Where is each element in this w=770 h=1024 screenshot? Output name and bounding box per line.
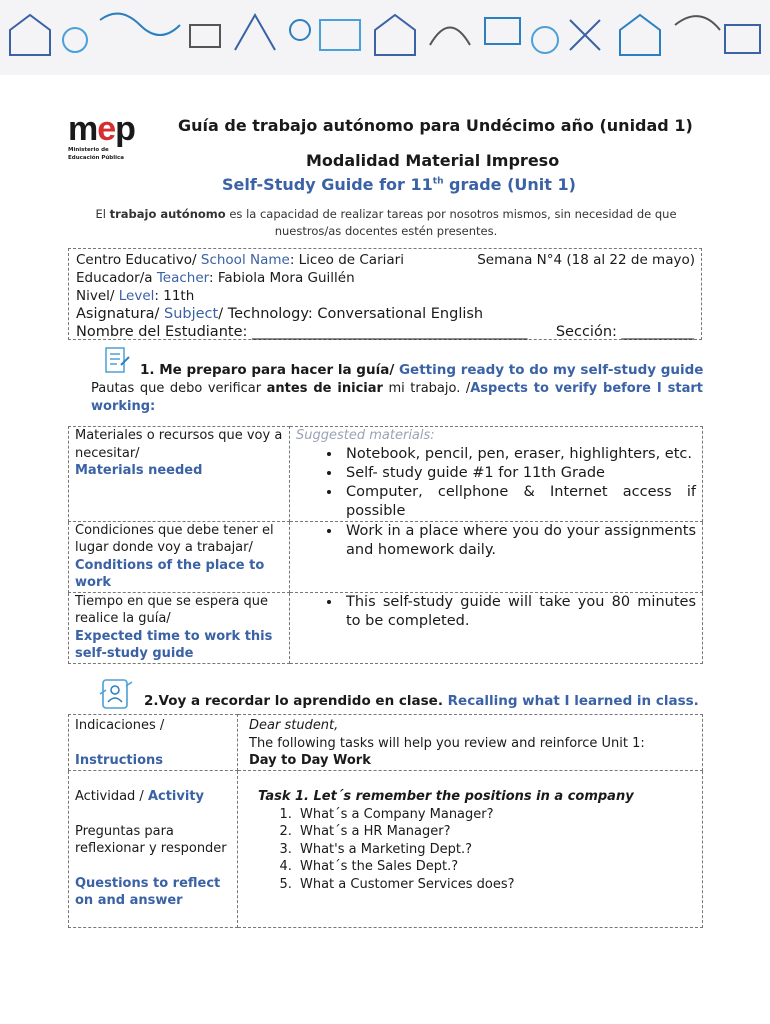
list-item: • Work in a place where you do your assignments and homework daily. [342, 522, 696, 560]
list-item: 5. What a Customer Services does? [296, 876, 696, 894]
modalidad-title: Modalidad Material Impreso [306, 151, 560, 170]
title-en [222, 175, 576, 194]
section1-heading [140, 362, 703, 378]
section2-heading-es: 2.Voy a recordar lo aprendido en clase. [144, 693, 448, 709]
time-label-cell [69, 592, 290, 663]
centro-label-en: School Name [200, 252, 290, 268]
section1-heading-en: Getting ready to do my self-study guide [398, 362, 704, 378]
asignatura-row [76, 305, 694, 323]
following-tasks-text: The following tasks will help you review and reinforce Unit 1: [249, 735, 645, 751]
pautas-bold: antes de iniciar [266, 381, 383, 396]
title-es: Guía de trabajo autónomo para Undécimo año (unidad 1) [178, 116, 693, 135]
info-box [68, 248, 702, 340]
conditions-list [296, 522, 696, 560]
actividad-label-en: Activity [147, 789, 205, 804]
asignatura-label-en: Subject [164, 306, 219, 322]
task-list [244, 806, 696, 894]
conditions-label-en: Conditions of the place to work [75, 557, 265, 590]
materials-list [296, 445, 696, 521]
activity-label-cell [69, 771, 238, 928]
activity-table [68, 714, 703, 928]
list-item: • Self- study guide #1 for 11th Grade [342, 464, 696, 483]
actividad-label [75, 788, 231, 806]
title-en-post: grade (Unit 1) [443, 175, 576, 194]
task-title: Task 1. Let´s remember the positions in a company [258, 789, 634, 804]
checklist-icon [103, 345, 131, 375]
table-row [69, 521, 703, 592]
intro-pre: El [95, 207, 110, 221]
questions-label-en: Questions to reflect on and answer [75, 875, 221, 908]
asignatura-label: Asignatura/ [76, 306, 164, 322]
educador-label-en: Teacher [156, 270, 209, 286]
instructions-label-cell [69, 715, 238, 771]
section1-heading-es: 1. Me preparo para hacer la guía/ [140, 362, 399, 378]
nivel-row [76, 287, 694, 305]
table-row [69, 715, 703, 771]
list-item: 2. What´s a HR Manager? [296, 823, 696, 841]
unit-title: Day to Day Work [249, 753, 371, 768]
asignatura-value: / Technology: Conversational English [218, 306, 484, 322]
nombre-field[interactable]: Nombre del Estudiante: ______________________________________ [76, 324, 528, 340]
header-banner [0, 0, 770, 75]
dear-student-text: Dear student, [249, 718, 339, 733]
table-row [69, 427, 703, 522]
list-item: 3. What's a Marketing Dept.? [296, 841, 696, 859]
section2-heading-en: Recalling what I learned in class. [447, 693, 699, 709]
nivel-label: Nivel/ [76, 288, 119, 304]
list-item: 1. What´s a Company Manager? [296, 806, 696, 824]
list-item: • Notebook, pencil, pen, eraser, highlighters, etc. [342, 445, 696, 464]
preguntas-label: Preguntas para reflexionar y responder [75, 823, 227, 856]
conditions-label-cell [69, 521, 290, 592]
instructions-label-en: Instructions [75, 752, 164, 768]
materials-label-cell [69, 427, 290, 522]
indicaciones-label: Indicaciones / [75, 718, 165, 733]
activity-content-cell [238, 771, 703, 928]
pautas-en: Aspects to verify before I start working: [91, 381, 703, 414]
doodle-pattern [0, 0, 770, 75]
list-item: • Computer, cellphone & Internet access if possible [342, 483, 696, 521]
pautas-pre: Pautas que debo verificar [91, 381, 267, 396]
intro-text [80, 206, 692, 240]
suggested-materials-label: Suggested materials: [296, 428, 435, 443]
actividad-label-es: Actividad / [75, 789, 148, 804]
list-item: • This self-study guide will take you 80 minutes to be completed. [342, 593, 696, 631]
intro-bold: trabajo autónomo [109, 207, 226, 221]
materials-label-en: Materials needed [75, 463, 203, 478]
conditions-label-es: Condiciones que debe tener el lugar donde voy a trabajar/ [75, 522, 274, 555]
mep-logo-sub-1: Ministerio de [68, 147, 109, 153]
educador-row [76, 269, 694, 287]
nombre-row [76, 323, 694, 341]
seccion-field[interactable]: Sección: __________ [555, 324, 694, 340]
educador-value: : Fabiola Mora Guillén [208, 270, 355, 286]
section2-heading [144, 693, 699, 709]
instructions-content-cell [238, 715, 703, 771]
centro-value: : Liceo de Cariari [289, 252, 404, 268]
nivel-value: : 11th [154, 288, 195, 304]
time-label-en: Expected time to work this self-study guide [75, 628, 273, 661]
mep-logo-text: mep [68, 110, 135, 148]
pautas-mid: mi trabajo. / [382, 381, 471, 396]
materials-content-cell [290, 427, 703, 522]
table-row [69, 771, 703, 928]
semana-text: Semana N°4 (18 al 22 de mayo) [477, 252, 695, 268]
time-content-cell [290, 592, 703, 663]
list-item: 4. What´s the Sales Dept.? [296, 858, 696, 876]
educador-label: Educador/a [76, 270, 157, 286]
materials-table [68, 426, 703, 664]
table-row [69, 592, 703, 663]
time-list [296, 593, 696, 631]
pautas-text [91, 380, 703, 416]
nivel-label-en: Level [118, 288, 155, 304]
mep-logo [68, 112, 143, 162]
title-en-sup: th [432, 176, 444, 187]
tablet-study-icon [98, 676, 134, 712]
conditions-content-cell [290, 521, 703, 592]
centro-label: Centro Educativo/ [76, 252, 201, 268]
title-en-pre: Self-Study Guide for 11 [222, 175, 433, 194]
mep-logo-sub-2: Educación Pública [68, 155, 124, 161]
materials-label-es: Materiales o recursos que voy a necesitar/ [75, 428, 283, 461]
intro-post: es la capacidad de realizar tareas por nosotros mismos, sin necesidad de que nuestros/as docentes estén presentes. [225, 207, 677, 238]
centro-row [76, 251, 694, 269]
time-label-es: Tiempo en que se espera que realice la guía/ [75, 593, 269, 626]
